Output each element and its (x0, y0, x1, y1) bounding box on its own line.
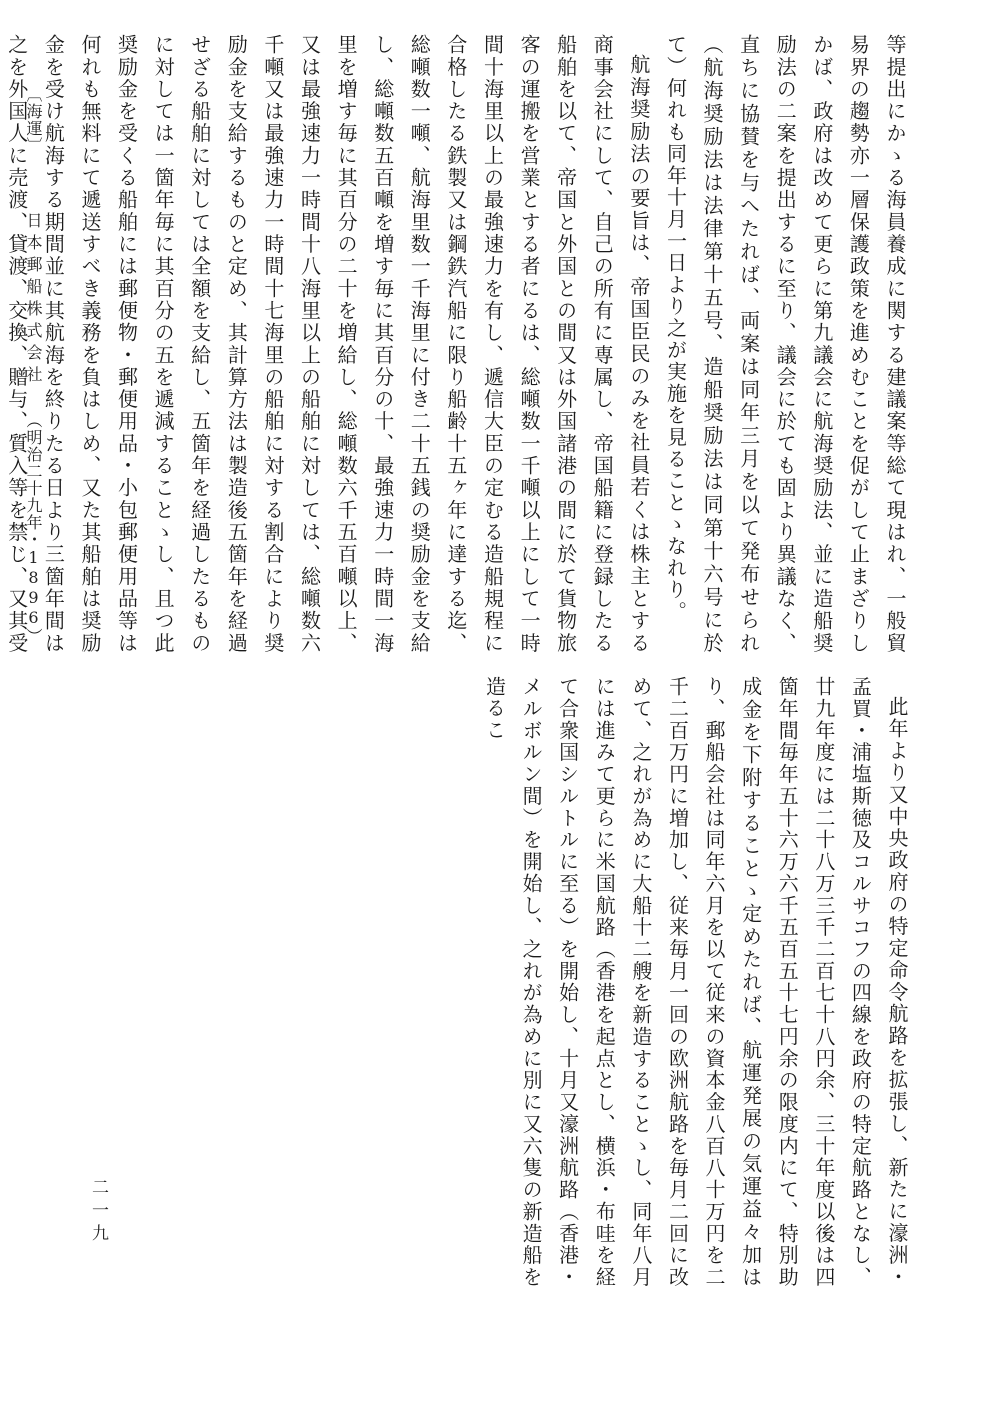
running-head-company: 日本郵船株式会社 (24, 212, 43, 388)
paragraph: 航海奨励法の要旨は、帝国臣民のみを社員若くは株主とする商事会社にして、自己の所有に専属し、帝国船籍に登録したる船舶を以て、帝国と外国との間又は外国諸港の間に於て貨物旅客の運搬を営業とする者にるは、総噸数一千噸以上にして一時間十海里以上の最強速力を有し、遞信大臣の定むる造船規程に合格したる鉄製又は鋼鉄汽船に限り船齢十五ヶ年に達する迄、総噸数一噸、航海里数一千海里に付き二十五銭の奨励金を支給し、総噸数五百噸を増す毎に其百分の十、最強速力一時間一海里を増す毎に其百分の二十を増給し、総噸数六千五百噸以上、又は最強速力一時間十八海里以上の船舶に対しては、総噸数六千噸又は最強速力一時間十七海里の船舶に対する割合により奨励金を支給するものと定め、其計算方法は製造後五箇年を経過せざる船舶に対しては全額を支給し、五箇年を経過したるものに対しては一箇年毎に其百分の五を遞減することゝし、且つ此奨励金を受くる船舶には郵便物・郵便用品・小包郵便用品等は何れも無料にて遞送すべき義務を負はしめ、又た其船舶は奨励金を受け航海する期間並に其航海を終りたる日より三箇年間は之を外国人に売渡、貸渡、交換、贈与、質入等を禁じ、又其受 (4, 34, 651, 654)
paragraph: 等提出にかゝる海員養成に関する建議案等総て現はれ、一般貿易界の趨勢亦一層保護政策を進めむことを促がして止まざりしかば、政府は改めて更らに第九議会に航海奨励法、並に造船奨励法の二案を提出するに至り、議会に於ても固より異議なく、直ちに協賛を与へたれば、両案は同年三月を以て発布せられ（航海奨励法は法律第十五号、造船奨励法は同第十六号に於て）何れも同年十月一日より之が実施を見ることゝなれり。 (663, 34, 907, 654)
running-head-date: （明治二十九年・1896） (24, 412, 43, 645)
page-number: 二一九 (88, 1178, 108, 1247)
paragraph: 此年より又中央政府の特定命令航路を拡張し、新たに濠洲・孟買・浦塩斯徳及コルサコフの四線を政府の特定航路となし、廿九年度には二十八万三千二百七十八円余、三十年度以後は四箇年間毎年五十六万六千五百五十七円余の限度内にて、特別助成金を下附することゝ定めたれば、航運発展の気運益々加はり、郵船会社は同年六月を以て従来の資本金八百八十万円を二千二百万円に増加し、従来毎月一回の欧洲航路を毎月二回に改めて、之れが為めに大船十二艘を新造することゝし、同年八月には進みて更らに米国航路（香港を起点とし、横浜・布哇を経て合衆国シルトルに至る）を開始し、十月又濠洲航路（香港・メルボルン間）を開始し、之れが為めに別に又六隻の新造船を造るこ (482, 676, 909, 1288)
running-head-section: 〔海運〕 (24, 86, 43, 154)
lower-text-block (95, 676, 915, 1288)
running-head (22, 86, 45, 646)
